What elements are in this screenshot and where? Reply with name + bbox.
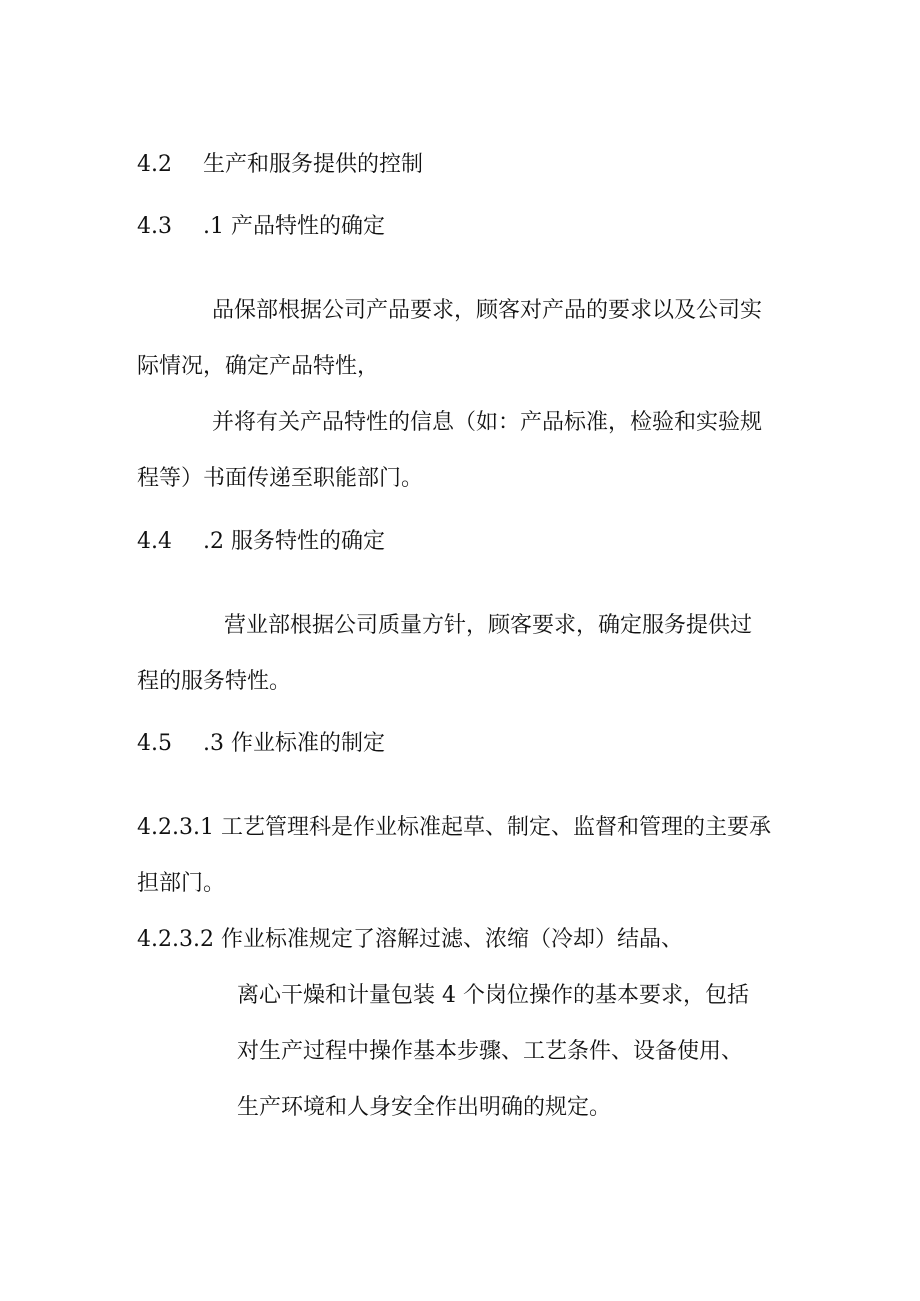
paragraph-line: 品保部根据公司产品要求，顾客对产品的要求以及公司实 (212, 298, 763, 323)
paragraph-line: 生产环境和人身安全作出明确的规定。 (237, 1095, 612, 1120)
section-title: .1 产品特性的确定 (203, 214, 385, 239)
paragraph-line: 营业部根据公司质量方针，顾客要求，确定服务提供过 (224, 613, 753, 638)
section-title: .2 服务特性的确定 (203, 529, 385, 554)
section-number: 4.3 (137, 214, 172, 239)
paragraph-line: 程的服务特性。 (137, 669, 292, 694)
paragraph-line: 4.2.3.1 工艺管理科是作业标准起草、制定、监督和管理的主要承 (137, 815, 771, 840)
paragraph-line: 并将有关产品特性的信息（如：产品标准，检验和实验规 (212, 410, 763, 435)
section-number: 4.2 (137, 152, 172, 177)
section-title: .3 作业标准的制定 (203, 731, 385, 756)
paragraph-line: 担部门。 (137, 871, 226, 896)
paragraph-line: 对生产过程中操作基本步骤、工艺条件、设备使用、 (237, 1039, 744, 1064)
section-number: 4.5 (137, 731, 172, 756)
paragraph-line: 程等）书面传递至职能部门。 (137, 466, 424, 491)
paragraph-line: 4.2.3.2 作业标准规定了溶解过滤、浓缩（冷却）结晶、 (137, 927, 683, 952)
paragraph-line: 离心干燥和计量包装 4 个岗位操作的基本要求，包括 (237, 983, 749, 1008)
paragraph-line: 际情况，确定产品特性， (137, 354, 380, 379)
section-title: 生产和服务提供的控制 (203, 152, 424, 177)
section-number: 4.4 (137, 529, 172, 554)
